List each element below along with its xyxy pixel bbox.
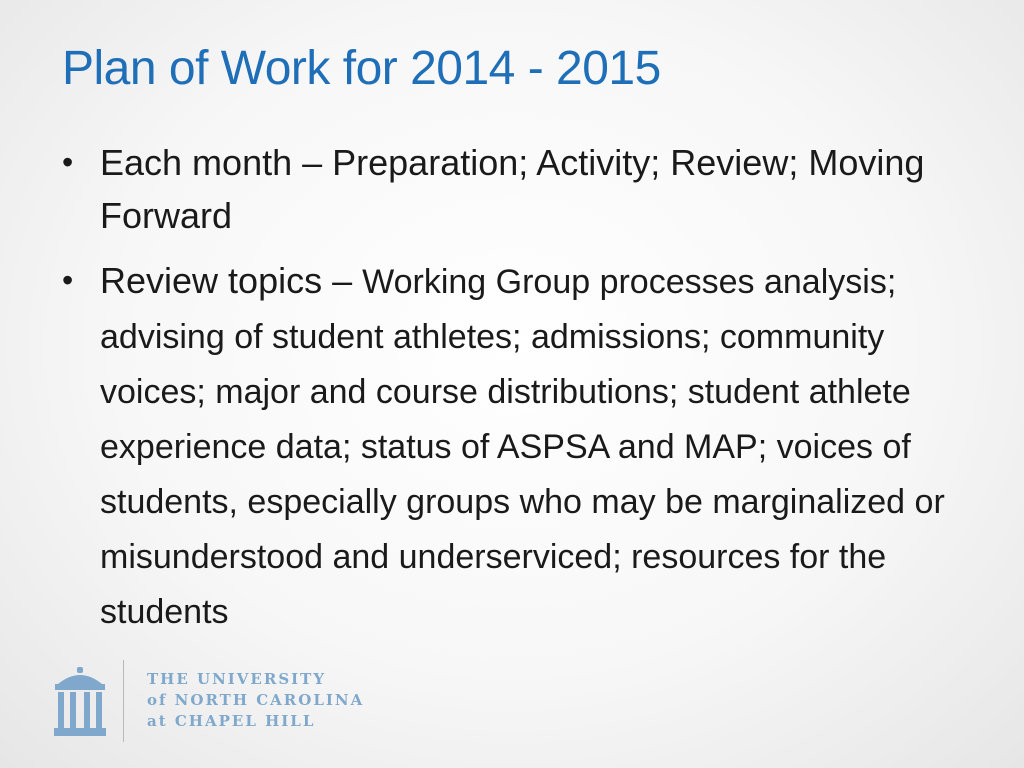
logo-line-1: THE UNIVERSITY (147, 670, 327, 688)
bullet-dot-icon: • (62, 144, 74, 180)
university-logo (52, 660, 365, 744)
old-well-icon (52, 664, 108, 738)
bullet-lead-text: Each month – Preparation; Activity; Review; Moving Forward (100, 142, 925, 236)
bullet-item (62, 136, 962, 242)
logo-line-2: of NORTH CAROLINA (147, 691, 365, 709)
bullet-lead-text: Review topics – (100, 260, 363, 301)
bullet-dot-icon: • (62, 262, 74, 298)
bullet-detail-text: Working Group processes analysis; advising of student athletes; admissions; community voices; major and course distributions; student athlete experience data; status of ASPSA and MAP; voices of students, especially groups who may be marginalized or misunderstood and underserviced; resources for the students (100, 263, 945, 631)
slide-title: Plan of Work for 2014 - 2015 (62, 42, 661, 95)
bullet-item (62, 254, 962, 639)
logo-text (147, 669, 364, 732)
logo-divider (123, 660, 124, 742)
logo-line-3: at CHAPEL HILL (147, 712, 316, 730)
bullet-list (62, 136, 962, 651)
